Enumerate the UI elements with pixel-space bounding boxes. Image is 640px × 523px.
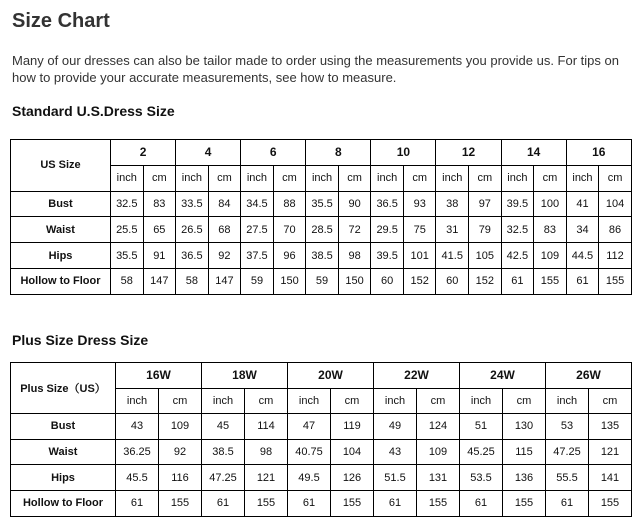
table-cell: 70 [273,217,306,243]
unit-header: inch [436,165,469,191]
size-column-header: 14 [501,140,566,166]
table-cell: 60 [371,268,404,294]
table-cell: 152 [469,268,502,294]
table-cell: 33.5 [176,191,209,217]
table-cell: 90 [338,191,371,217]
row-label: Bust [11,191,111,217]
table-cell: 115 [503,439,546,465]
unit-header: inch [176,165,209,191]
table-row [11,268,632,294]
table-cell: 34 [566,217,599,243]
unit-header: cm [503,388,546,414]
table-cell: 59 [306,268,339,294]
table-cell: 75 [403,217,436,243]
unit-header: inch [202,388,245,414]
table-cell: 58 [176,268,209,294]
row-label: Hollow to Floor [11,268,111,294]
table-cell: 36.25 [116,439,159,465]
table-cell: 61 [501,268,534,294]
table-cell: 136 [503,465,546,491]
table-cell: 155 [245,490,288,516]
unit-header: inch [371,165,404,191]
row-label: Hollow to Floor [11,490,116,516]
table-cell: 49 [374,414,417,440]
standard-size-table [10,139,632,295]
size-column-header: 22W [374,363,460,389]
table-cell: 121 [245,465,288,491]
unit-header: cm [273,165,306,191]
size-header-row [11,140,632,166]
table-cell: 79 [469,217,502,243]
table-cell: 42.5 [501,243,534,269]
size-column-header: 18W [202,363,288,389]
table-cell: 61 [546,490,589,516]
table-cell: 61 [460,490,503,516]
table-cell: 112 [599,243,632,269]
table-cell: 36.5 [176,243,209,269]
table-cell: 49.5 [288,465,331,491]
table-cell: 47.25 [546,439,589,465]
page-title: Size Chart [12,10,110,32]
table-cell: 39.5 [501,191,534,217]
table-cell: 31 [436,217,469,243]
table-cell: 155 [589,490,632,516]
table-cell: 155 [599,268,632,294]
table-cell: 121 [589,439,632,465]
table-cell: 126 [331,465,374,491]
table-cell: 47 [288,414,331,440]
table-cell: 61 [566,268,599,294]
size-column-header: 2 [111,140,176,166]
table-cell: 155 [417,490,460,516]
table-cell: 59 [241,268,274,294]
table-cell: 83 [534,217,567,243]
table-cell: 61 [116,490,159,516]
table-cell: 45 [202,414,245,440]
size-column-header: 20W [288,363,374,389]
table-cell: 53.5 [460,465,503,491]
table-cell: 27.5 [241,217,274,243]
table-cell: 124 [417,414,460,440]
unit-header: cm [331,388,374,414]
row-label: Bust [11,414,116,440]
table-cell: 45.5 [116,465,159,491]
row-label: Waist [11,439,116,465]
unit-header: cm [469,165,502,191]
table-cell: 155 [534,268,567,294]
table-cell: 105 [469,243,502,269]
table-cell: 41 [566,191,599,217]
table-cell: 44.5 [566,243,599,269]
size-column-header: 12 [436,140,501,166]
table-cell: 91 [143,243,176,269]
table-cell: 152 [403,268,436,294]
table-cell: 61 [202,490,245,516]
unit-header: cm [589,388,632,414]
unit-header: cm [245,388,288,414]
table-cell: 39.5 [371,243,404,269]
table-cell: 32.5 [111,191,144,217]
standard-size-title: Standard U.S.Dress Size [12,103,175,119]
unit-header: cm [143,165,176,191]
table-cell: 55.5 [546,465,589,491]
table-cell: 150 [338,268,371,294]
table-cell: 147 [143,268,176,294]
row-label: Waist [11,217,111,243]
unit-header: inch [546,388,589,414]
unit-header: cm [338,165,371,191]
table-cell: 28.5 [306,217,339,243]
table-cell: 32.5 [501,217,534,243]
size-column-header: 8 [306,140,371,166]
table-cell: 155 [159,490,202,516]
table-cell: 25.5 [111,217,144,243]
unit-header: inch [116,388,159,414]
table-cell: 36.5 [371,191,404,217]
unit-header: inch [306,165,339,191]
table-row [11,465,632,491]
table-cell: 38 [436,191,469,217]
table-cell: 83 [143,191,176,217]
table-cell: 96 [273,243,306,269]
table-cell: 58 [111,268,144,294]
unit-header: inch [501,165,534,191]
size-label-header: US Size [11,140,111,192]
table-cell: 40.75 [288,439,331,465]
unit-header: inch [566,165,599,191]
table-row [11,490,632,516]
size-column-header: 16W [116,363,202,389]
plus-size-title: Plus Size Dress Size [12,332,149,348]
unit-header: cm [403,165,436,191]
unit-header: cm [599,165,632,191]
table-cell: 35.5 [111,243,144,269]
table-cell: 98 [245,439,288,465]
table-cell: 43 [374,439,417,465]
table-cell: 51 [460,414,503,440]
table-cell: 38.5 [202,439,245,465]
table-cell: 101 [403,243,436,269]
table-cell: 109 [159,414,202,440]
table-cell: 114 [245,414,288,440]
table-cell: 61 [374,490,417,516]
table-row [11,243,632,269]
table-cell: 109 [534,243,567,269]
size-header-row [11,363,632,389]
table-cell: 147 [208,268,241,294]
table-cell: 92 [208,243,241,269]
unit-header: inch [374,388,417,414]
table-cell: 72 [338,217,371,243]
table-cell: 119 [331,414,374,440]
table-cell: 37.5 [241,243,274,269]
size-column-header: 26W [546,363,632,389]
table-cell: 34.5 [241,191,274,217]
table-cell: 45.25 [460,439,503,465]
size-column-header: 10 [371,140,436,166]
table-cell: 47.25 [202,465,245,491]
unit-header: cm [208,165,241,191]
table-cell: 26.5 [176,217,209,243]
table-cell: 109 [417,439,460,465]
table-row [11,414,632,440]
size-column-header: 24W [460,363,546,389]
table-cell: 155 [503,490,546,516]
table-cell: 65 [143,217,176,243]
table-cell: 41.5 [436,243,469,269]
table-cell: 60 [436,268,469,294]
table-cell: 131 [417,465,460,491]
table-cell: 130 [503,414,546,440]
table-cell: 51.5 [374,465,417,491]
table-row [11,217,632,243]
table-cell: 43 [116,414,159,440]
table-cell: 93 [403,191,436,217]
table-cell: 86 [599,217,632,243]
unit-header: inch [111,165,144,191]
table-cell: 100 [534,191,567,217]
unit-header: cm [534,165,567,191]
table-cell: 68 [208,217,241,243]
table-cell: 61 [288,490,331,516]
row-label: Hips [11,243,111,269]
table-cell: 88 [273,191,306,217]
table-cell: 92 [159,439,202,465]
size-label-header: Plus Size（US） [11,363,116,414]
size-column-header: 6 [241,140,306,166]
table-cell: 84 [208,191,241,217]
plus-size-table [10,362,632,517]
unit-header: inch [460,388,503,414]
table-row [11,439,632,465]
table-cell: 116 [159,465,202,491]
table-cell: 53 [546,414,589,440]
size-column-header: 16 [566,140,631,166]
table-cell: 150 [273,268,306,294]
table-cell: 98 [338,243,371,269]
table-cell: 29.5 [371,217,404,243]
unit-header: cm [159,388,202,414]
row-label: Hips [11,465,116,491]
table-cell: 38.5 [306,243,339,269]
table-cell: 104 [599,191,632,217]
unit-header: inch [241,165,274,191]
table-cell: 97 [469,191,502,217]
unit-header: inch [288,388,331,414]
table-cell: 141 [589,465,632,491]
table-cell: 155 [331,490,374,516]
table-cell: 35.5 [306,191,339,217]
intro-text: Many of our dresses can also be tailor made to order using the measurements you provide us. For tips on how to provide your accurate measurements, see how to measure. [12,53,619,85]
table-cell: 135 [589,414,632,440]
table-row [11,191,632,217]
unit-header: cm [417,388,460,414]
table-cell: 104 [331,439,374,465]
size-column-header: 4 [176,140,241,166]
